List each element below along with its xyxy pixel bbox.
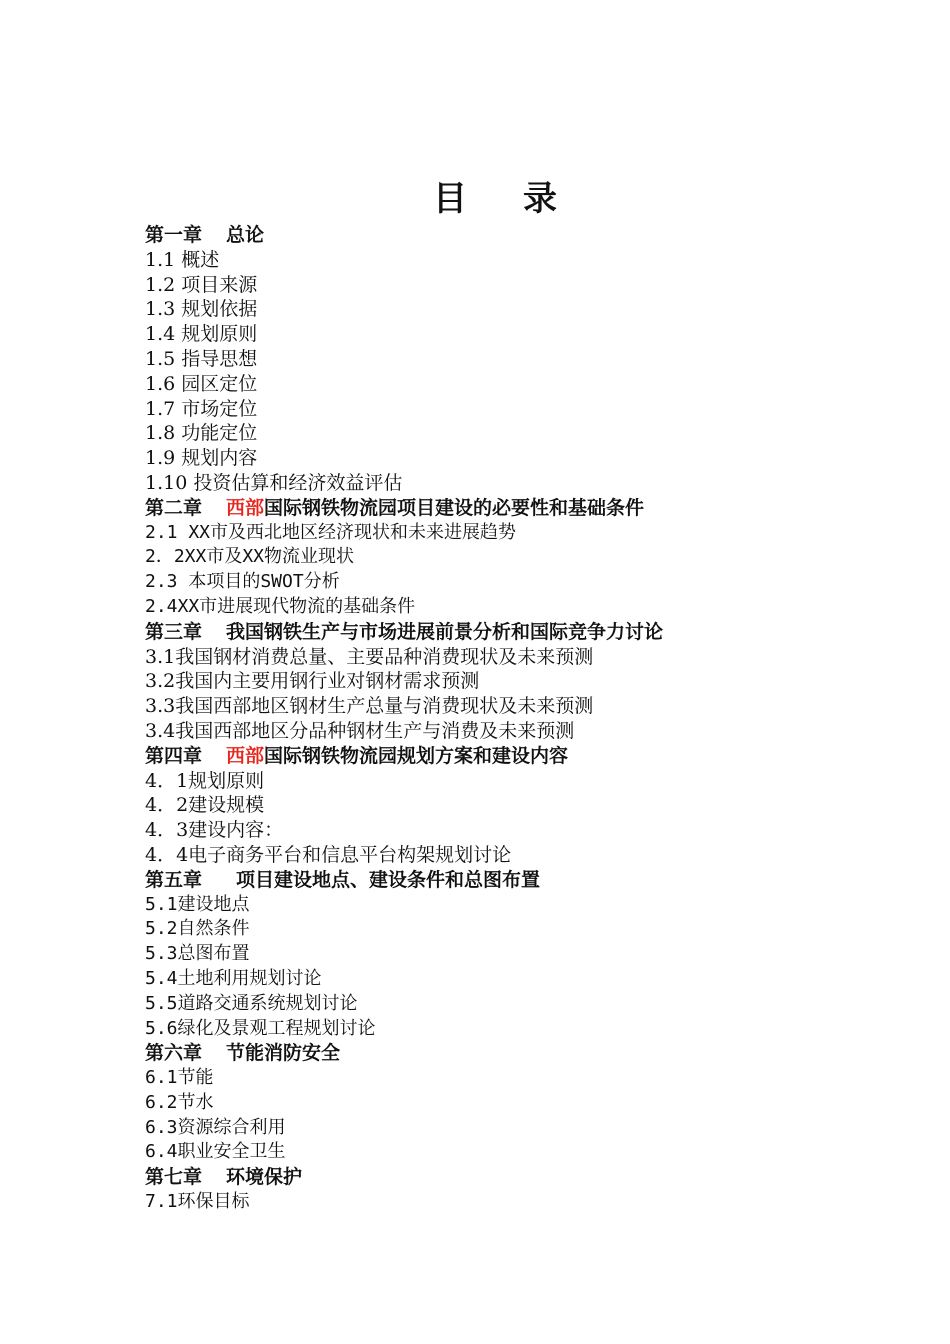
toc-entry: 4．1规划原则	[145, 769, 265, 792]
toc-entry: 6.2节水	[145, 1091, 214, 1113]
toc-entry: 1.7 市场定位	[145, 397, 258, 420]
toc-entry: 7.1环保目标	[145, 1191, 250, 1213]
chapter-1-heading: 第一章 总论	[145, 224, 265, 246]
toc-entry: 1.8 功能定位	[145, 422, 258, 445]
toc-entry: 5.2自然条件	[145, 918, 250, 940]
page-title	[0, 176, 950, 222]
highlight-text: 西部	[226, 496, 265, 519]
toc-entry: 2.1 XX市及西北地区经济现状和未来进展趋势	[145, 521, 517, 543]
chapter-2-heading: 第二章 西部国际钢铁物流园项目建设的必要性和基础条件	[145, 496, 645, 519]
toc-entry: 1.1 概述	[145, 248, 220, 271]
toc-entry: 3.4我国西部地区分品种钢材生产与消费及未来预测	[145, 719, 575, 742]
toc-entry: 1.3 规划依据	[145, 298, 258, 321]
title-char-left: 目	[433, 179, 467, 219]
toc-entry: 5.6绿化及景观工程规划讨论	[145, 1017, 376, 1039]
title-char-right: 录	[523, 179, 557, 219]
table-of-contents	[145, 223, 925, 1215]
toc-entry: 5.1建设地点	[145, 893, 250, 915]
toc-entry: 5.4土地利用规划讨论	[145, 967, 322, 989]
toc-entry: 6.1节能	[145, 1067, 214, 1089]
toc-entry: 3.3我国西部地区钢材生产总量与消费现状及未来预测	[145, 695, 594, 718]
toc-entry: 1.5 指导思想	[145, 347, 258, 370]
toc-entry: 6.4职业安全卫生	[145, 1141, 286, 1163]
toc-entry: 5.3总图布置	[145, 943, 250, 965]
chapter-6-heading: 第六章 节能消防安全	[145, 1042, 341, 1065]
toc-entry: 6.3资源综合利用	[145, 1116, 286, 1138]
toc-entry: 4．3建设内容：	[145, 819, 284, 842]
toc-entry: 2.4XX市进展现代物流的基础条件	[145, 595, 416, 617]
toc-entry: 1.4 规划原则	[145, 323, 258, 346]
toc-entry: 4．2建设规模	[145, 794, 265, 817]
toc-entry: 1.2 项目来源	[145, 273, 258, 296]
toc-entry: 5.5道路交通系统规划讨论	[145, 992, 358, 1014]
toc-entry: 3.1我国钢材消费总量、主要品种消费现状及未来预测	[145, 645, 594, 668]
chapter-4-heading: 第四章 西部国际钢铁物流园规划方案和建设内容	[145, 744, 569, 767]
toc-entry: 3.2我国内主要用钢行业对钢材需求预测	[145, 670, 480, 693]
toc-entry: 4．4电子商务平台和信息平台构架规划讨论	[145, 843, 512, 866]
toc-entry: 2．2XX市及XX物流业现状	[145, 546, 355, 568]
toc-entry: 1.9 规划内容	[145, 447, 258, 470]
chapter-3-heading: 第三章 我国钢铁生产与市场进展前景分析和国际竞争力讨论	[145, 620, 664, 643]
toc-entry: 2.3 本项目的SWOT分析	[145, 571, 340, 593]
chapter-5-heading: 第五章 项目建设地点、建设条件和总图布置	[145, 868, 541, 891]
toc-entry: 1.10 投资估算和经济效益评估	[145, 471, 403, 494]
toc-entry: 1.6 园区定位	[145, 372, 258, 395]
chapter-7-heading: 第七章 环境保护	[145, 1166, 303, 1189]
highlight-text: 西部	[226, 744, 265, 767]
